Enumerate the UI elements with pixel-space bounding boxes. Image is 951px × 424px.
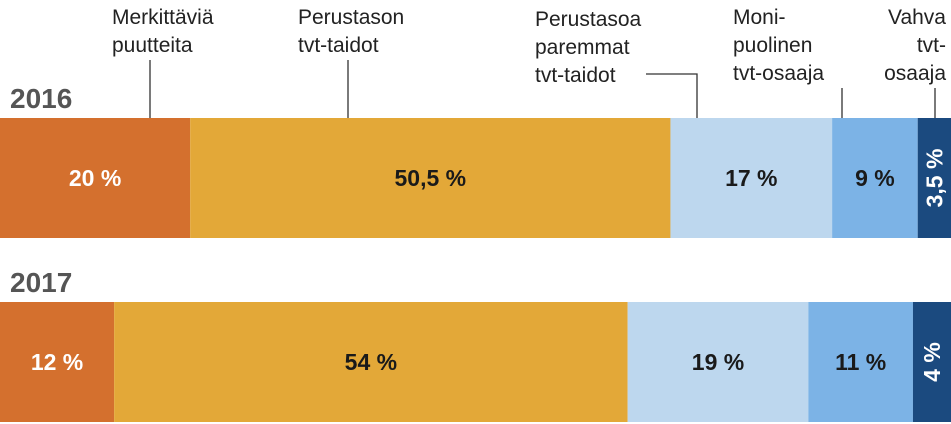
value-label-2017-2: 54 % [344,349,398,375]
legend-label-line: osaaja [884,62,946,85]
legend-label-line: Vahva [888,6,946,29]
legend-label-line: tvt-taidot [535,64,616,87]
value-label-2016-2: 50,5 % [394,165,467,191]
value-label-2017-4: 11 % [835,349,887,375]
bars [0,118,951,422]
legend-label-line: puolinen [733,34,813,57]
legend-item-2 [298,6,404,132]
value-label-2016-4: 9 % [855,165,895,191]
year-label-2017: 2017 [10,267,73,298]
legend-item-1 [112,6,214,132]
legend-label-line: Moni- [733,6,786,29]
legend-label-line: puutteita [112,34,193,57]
legend-item-3 [535,8,697,132]
value-label-2016-3: 17 % [725,165,778,191]
legend-label-line: paremmat [535,36,630,59]
legend-label-line: tvt- [916,34,946,57]
legend-label-line: tvt-taidot [298,34,379,57]
value-label-2017-1: 12 % [30,349,84,375]
value-label-2016-1: 20 % [68,165,122,191]
legend-callouts [112,6,946,132]
legend-label-line: Perustason [298,6,405,29]
legend-label-line: tvt-osaaja [733,62,825,85]
legend-item-4 [733,6,842,132]
value-label-2016-5: 3,5 % [921,148,948,208]
value-label-2017-3: 19 % [691,349,745,375]
legend-label-line: Merkittäviä [112,6,214,29]
legend-item-5 [884,6,946,132]
year-label-2016: 2016 [10,83,73,114]
value-label-2017-5: 4 % [918,342,945,382]
legend-label-line: Perustasoa [535,8,642,31]
